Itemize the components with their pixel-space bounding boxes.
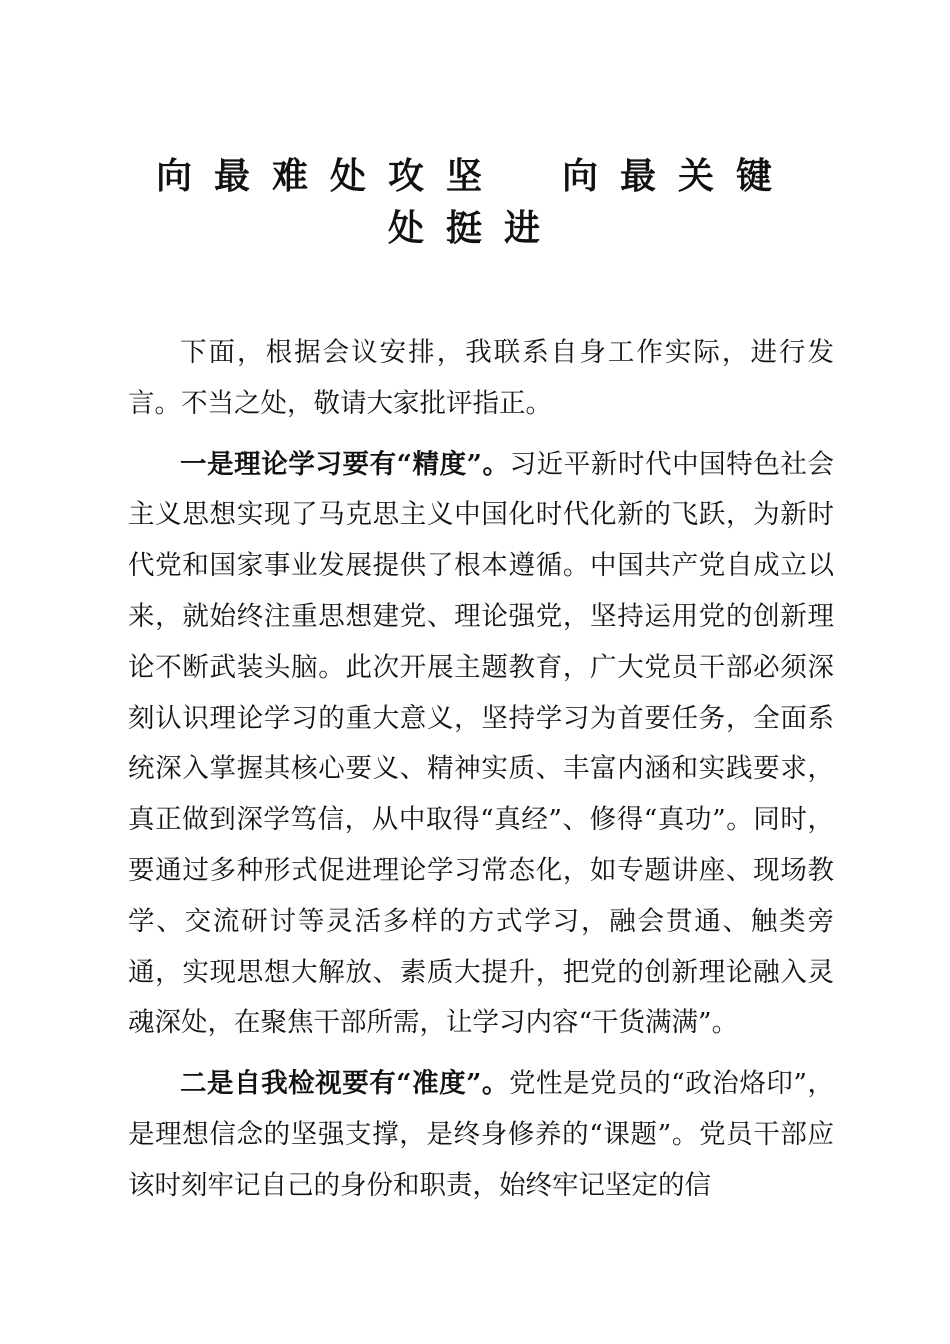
paragraph-theory-study [128,440,834,1050]
paragraph-text: 党性是党员的“政治烙印”，是理想信念的坚强支撑，是终身修养的“课题”。党员干部应该时刻牢记自己的身份和职责，始终牢记坚定的信 [128,1068,834,1201]
paragraph-text: 习近平新时代中国特色社会主义思想实现了马克思主义中国化时代化新的飞跃，为新时代党和国家事业发展提供了根本遵循。中国共产党自成立以来，就始终注重思想建党、理论强党，坚持运用党的创新理论不断武装头脑。此次开展主题教育，广大党员干部必须深刻认识理论学习的重大意义，坚持学习为首要任务，全面系统深入掌握其核心要义、精神实质、丰富内涵和实践要求，真正做到深学笃信，从中取得“真经”、修得“真功”。同时，要通过多种形式促进理论学习常态化，如专题讲座、现场教学、交流研讨等灵活多样的方式学习，融会贯通、触类旁通，实现思想大解放、素质大提升，把党的创新理论融入灵魂深处，在聚焦干部所需，让学习内容“干货满满”。 [128,448,834,1039]
paragraph-self-review [128,1059,834,1211]
document-title: 向最难处攻坚 向最关键处挺进 [155,155,794,249]
paragraph-intro [128,328,834,430]
paragraph-lead: 二是自我检视要有“准度”。 [180,1068,509,1100]
paragraph-text: 下面，根据会议安排，我联系自身工作实际，进行发言。不当之处，敬请大家批评指正。 [128,337,834,419]
paragraph-lead: 一是理论学习要有“精度”。 [180,448,510,480]
document-body [128,328,834,1222]
